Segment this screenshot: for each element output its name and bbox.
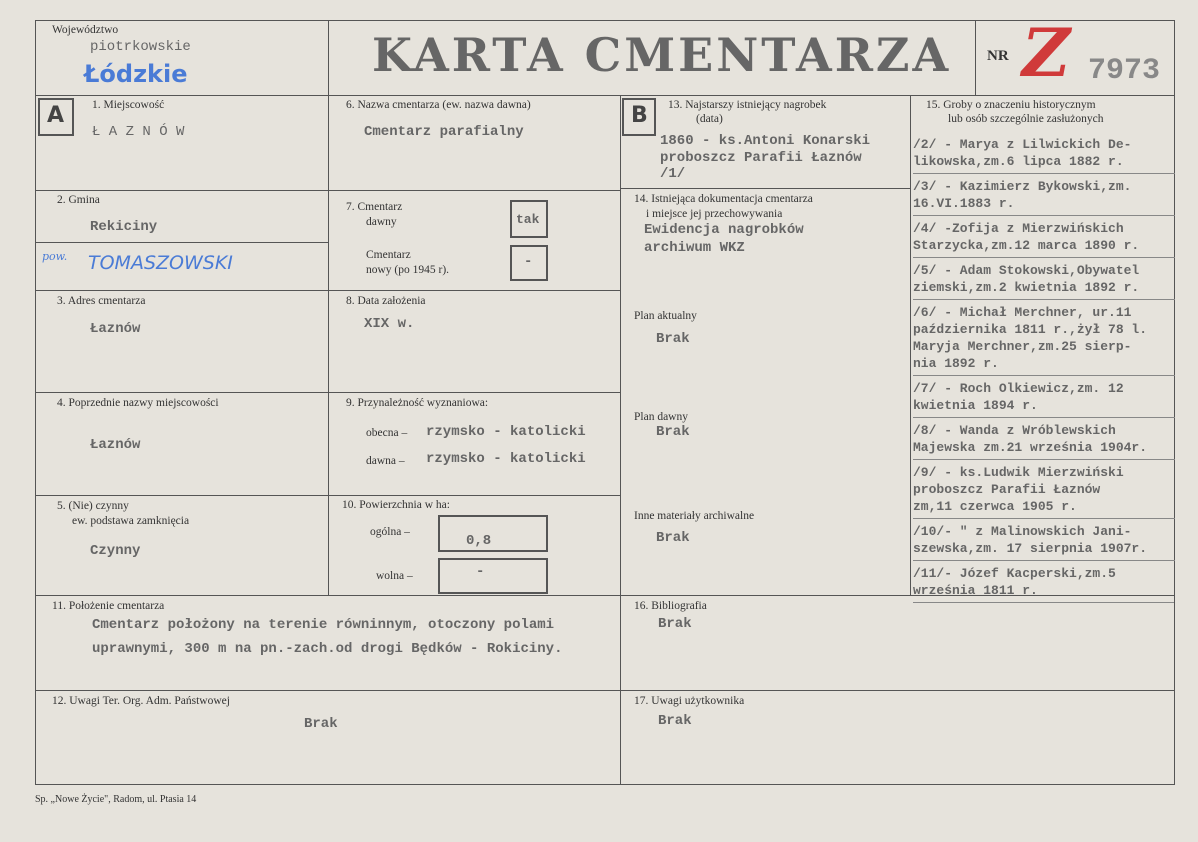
historic-grave-line: /3/ - Kazimierz Bykowski,zm. (913, 179, 1132, 194)
f7-label: 7. Cmentarz (346, 201, 403, 213)
f7-new-box: - (510, 245, 548, 281)
nr-letter: Z (1022, 14, 1071, 92)
f7-old-box: tak (510, 200, 548, 238)
powiat-prefix: pow. (42, 250, 68, 263)
f11-label: 11. Położenie cmentarza (52, 600, 165, 612)
voivodeship-stamp: Łódzkie (84, 60, 188, 88)
f7-new-sublabel: nowy (po 1945 r). (366, 264, 450, 276)
f14-line: archiwum WKZ (644, 240, 745, 256)
section-b-badge: B (622, 98, 656, 136)
f4-label: 4. Poprzednie nazwy miejscowości (57, 397, 219, 409)
historic-grave-entry (913, 176, 1175, 216)
f13-label: 13. Najstarszy istniejący nagrobek (668, 99, 827, 111)
f10-free-box: - (438, 558, 548, 594)
f13-line: proboszcz Parafii Łaznów (660, 150, 862, 166)
plan-current-label: Plan aktualny (634, 310, 697, 322)
historic-grave-line: proboszcz Parafii Łaznów (913, 482, 1101, 497)
historic-grave-line: /2/ - Marya z Lilwickich De- (913, 137, 1132, 152)
f8-value: XIX w. (364, 316, 415, 332)
plan-old-label: Plan dawny (634, 411, 688, 423)
historic-grave-line: Majewska zm.21 września 1904r. (913, 440, 1148, 455)
f13-sublabel: (data) (696, 113, 723, 125)
historic-grave-line: Maryja Merchner,zm.25 sierp- (913, 339, 1132, 354)
f17-value: Brak (658, 713, 692, 729)
f12-label: 12. Uwagi Ter. Org. Adm. Państwowej (52, 695, 230, 707)
historic-grave-line: likowska,zm.6 lipca 1882 r. (913, 154, 1124, 169)
f10-label: 10. Powierzchnia w ha: (342, 499, 450, 511)
f11-line: Cmentarz położony na terenie równinnym, otoczony polami (92, 617, 555, 633)
historic-grave-entry (913, 260, 1175, 300)
f17-label: 17. Uwagi użytkownika (634, 695, 745, 707)
historic-grave-entry (913, 462, 1175, 519)
f3-value: Łaznów (90, 321, 141, 337)
historic-grave-entry (913, 134, 1175, 174)
historic-grave-line: /9/ - ks.Ludwik Mierzwiński (913, 465, 1124, 480)
printer-footer: Sp. „Nowe Życie", Radom, ul. Ptasia 14 (35, 794, 197, 805)
f10-free-label: wolna – (376, 570, 413, 582)
f5-label: 5. (Nie) czynny (57, 500, 129, 512)
historic-grave-line: nia 1892 r. (913, 356, 999, 371)
historic-grave-line: /10/- " z Malinowskich Jani- (913, 524, 1132, 539)
f14-sublabel: i miejsce jej przechowywania (646, 208, 783, 220)
f13-line: /1/ (660, 166, 686, 182)
f1-label: 1. Miejscowość (92, 99, 165, 111)
historic-grave-entry (913, 420, 1175, 460)
historic-grave-line: zm,11 czerwca 1905 r. (913, 499, 1077, 514)
historic-grave-entry (913, 218, 1175, 258)
plan-old-value: Brak (656, 424, 690, 440)
f12-value: Brak (304, 716, 338, 732)
f9-label: 9. Przynależność wyznaniowa: (346, 397, 489, 409)
f5-sublabel: ew. podstawa zamknięcia (72, 515, 190, 527)
historic-grave-line: 16.VI.1883 r. (913, 196, 1015, 211)
voivodeship-label: Województwo (52, 24, 119, 36)
f13-line: 1860 - ks.Antoni Konarski (660, 133, 871, 149)
historic-grave-line: kwietnia 1894 r. (913, 398, 1038, 413)
historic-grave-line: Starzycka,zm.12 marca 1890 r. (913, 238, 1140, 253)
historic-grave-entry (913, 302, 1175, 376)
other-materials-value: Brak (656, 530, 690, 546)
historic-grave-entry (913, 378, 1175, 418)
f16-label: 16. Bibliografia (634, 600, 707, 612)
f9-former-label: dawna – (366, 455, 405, 467)
f10-total-box: 0,8 (438, 515, 548, 552)
nr-label: NR (987, 48, 1009, 64)
historic-graves-list (913, 134, 1175, 605)
historic-grave-line: października 1811 r.,żył 78 l. (913, 322, 1148, 337)
f6-label: 6. Nazwa cmentarza (ew. nazwa dawna) (346, 99, 531, 111)
f14-label: 14. Istniejąca dokumentacja cmentarza (634, 193, 813, 205)
f7-old-label: dawny (366, 216, 397, 228)
nr-number: 7973 (1088, 54, 1161, 88)
f2-value: Rekiciny (90, 219, 158, 235)
f4-value: Łaznów (90, 437, 141, 453)
powiat-value: TOMASZOWSKI (88, 252, 233, 274)
historic-grave-line: ziemski,zm.2 kwietnia 1892 r. (913, 280, 1140, 295)
f14-line: Ewidencja nagrobków (644, 222, 804, 238)
historic-grave-line: /5/ - Adam Stokowski,Obywatel (913, 263, 1140, 278)
f8-label: 8. Data założenia (346, 295, 426, 307)
historic-grave-line: /11/- Józef Kacperski,zm.5 (913, 566, 1116, 581)
card-title: KARTA CMENTARZA (372, 28, 952, 82)
f15-sublabel: lub osób szczególnie zasłużonych (948, 113, 1104, 125)
f15-label: 15. Groby o znaczeniu historycznym (926, 99, 1096, 111)
f11-line: uprawnymi, 300 m na pn.-zach.od drogi Będków - Rokiciny. (92, 641, 563, 657)
voivodeship-old: piotrkowskie (90, 39, 191, 55)
f6-value: Cmentarz parafialny (364, 124, 524, 140)
f2-label: 2. Gmina (57, 194, 100, 206)
f9-current-label: obecna – (366, 427, 408, 439)
historic-grave-line: /4/ -Zofija z Mierzwińskich (913, 221, 1124, 236)
f3-label: 3. Adres cmentarza (57, 295, 146, 307)
f9-current-value: rzymsko - katolicki (426, 424, 586, 440)
f7-new-label: Cmentarz (366, 249, 411, 261)
plan-current-value: Brak (656, 331, 690, 347)
historic-grave-line: szewska,zm. 17 sierpnia 1907r. (913, 541, 1148, 556)
f5-value: Czynny (90, 543, 141, 559)
section-a-badge: A (38, 98, 74, 136)
historic-grave-line: /7/ - Roch Olkiewicz,zm. 12 (913, 381, 1124, 396)
historic-grave-line: /8/ - Wanda z Wróblewskich (913, 423, 1116, 438)
f16-value: Brak (658, 616, 692, 632)
f9-former-value: rzymsko - katolicki (426, 451, 586, 467)
historic-grave-line: /6/ - Michał Merchner, ur.11 (913, 305, 1132, 320)
f1-value: Ł A Z N Ó W (92, 124, 185, 140)
f10-total-label: ogólna – (370, 526, 410, 538)
other-materials-label: Inne materiały archiwalne (634, 510, 755, 522)
historic-grave-line: września 1811 r. (913, 583, 1038, 598)
historic-grave-entry (913, 521, 1175, 561)
